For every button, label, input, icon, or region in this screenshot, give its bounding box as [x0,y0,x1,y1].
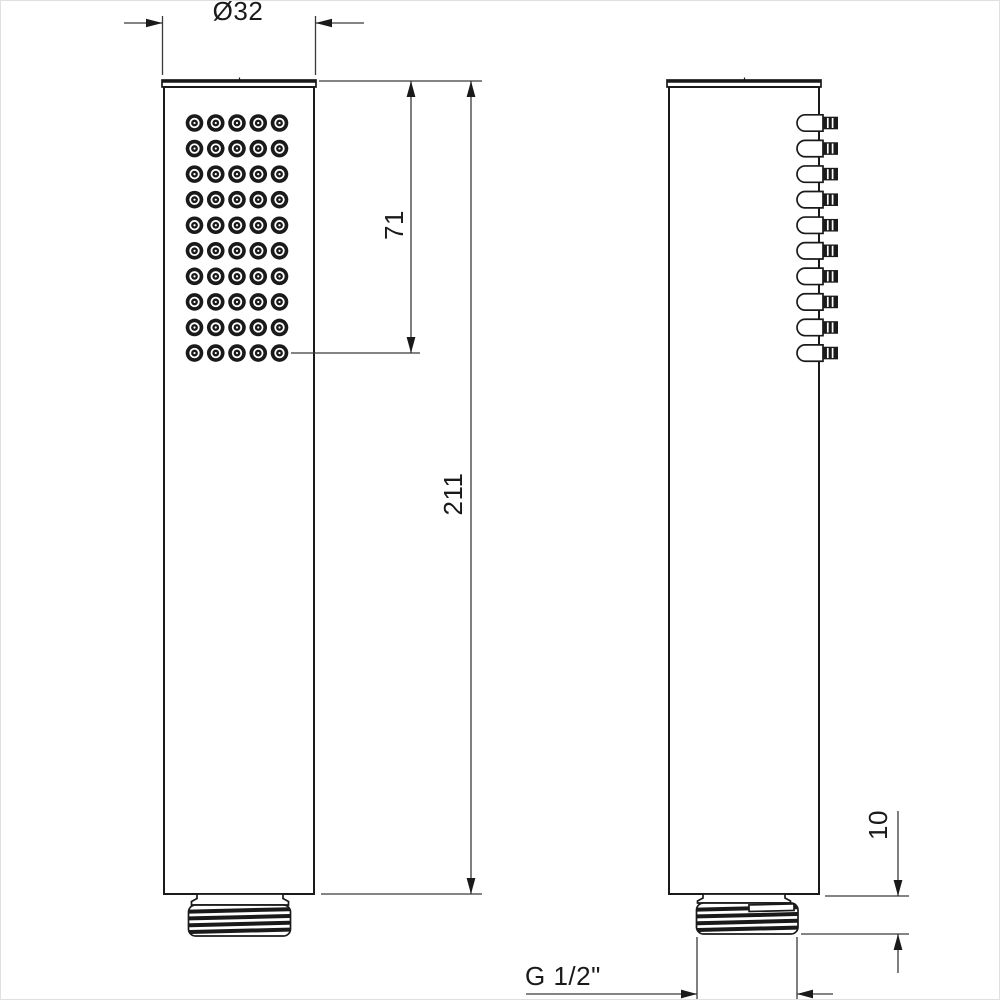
nozzle-dot [249,191,267,209]
nozzle-dot [228,319,246,337]
nozzle-dot [271,293,289,311]
nozzle-dot [249,319,267,337]
nozzle-dot [249,242,267,260]
nozzle-side-profile [797,115,838,131]
diameter-label: Ø32 [212,1,264,26]
arrowhead [894,880,903,896]
nozzle-dot [207,344,225,362]
nozzle-dot [207,165,225,183]
nozzle-dot [271,114,289,132]
nozzle-dot [186,165,204,183]
dimension-diameter [124,1,364,75]
thread-start-flat [749,904,794,912]
nozzle-dot [249,140,267,158]
arrowhead [407,337,416,353]
nozzle-dot [186,344,204,362]
arrowhead [681,990,697,999]
nozzle-side-profile [797,166,838,182]
arrowhead [467,878,476,894]
nozzle-dot [228,114,246,132]
arrowhead [894,934,903,950]
nozzle-dot [228,216,246,234]
side-view [667,78,838,935]
nozzle-dot [186,191,204,209]
face-length-label: 71 [379,210,409,240]
nozzle-dot [228,242,246,260]
arrowhead [316,19,333,27]
nozzle-dot [186,216,204,234]
nozzle-dot [271,319,289,337]
nozzle-dot [271,216,289,234]
nozzle-dot [228,140,246,158]
nozzle-dot [228,191,246,209]
nozzle-dot [207,216,225,234]
nozzle-dot [186,140,204,158]
nozzle-dot [207,319,225,337]
nozzle-side-profile [797,191,838,207]
nozzle-dot [186,319,204,337]
nozzle-dot [249,268,267,286]
nozzle-dot [186,242,204,260]
dimension-total-length [321,81,482,894]
arrowhead [146,19,163,27]
connector-collar [192,894,289,905]
nozzle-dot [249,216,267,234]
nozzle-dot [271,268,289,286]
nozzle-dot [207,242,225,260]
nozzle-dot [249,114,267,132]
nozzle-side-profile [797,217,838,233]
nozzle-dot [207,140,225,158]
nozzle-dot [207,268,225,286]
handle-body [669,87,819,894]
drawing-svg [1,1,1000,1000]
nozzle-dot [249,165,267,183]
nozzle-dot [271,165,289,183]
thread-spec-label: G 1/2" [525,961,601,991]
nozzle-side-profile [797,319,838,335]
nozzle-dot [271,140,289,158]
nozzle-dot [186,114,204,132]
nozzle-dot [271,242,289,260]
nozzle-dot [228,165,246,183]
dimension-face-length [291,81,482,353]
nozzle-side-profile [797,294,838,310]
nozzle-side-profile [797,268,838,284]
nozzle-dot [249,293,267,311]
nozzle-side-profile [797,140,838,156]
nozzle-side-profile [797,345,838,361]
front-view [162,78,316,937]
nozzle-dot [207,114,225,132]
nozzle-dot [186,293,204,311]
nozzle-dot [186,268,204,286]
nozzle-side-profile [797,243,838,259]
nozzle-dot [207,293,225,311]
nozzle-dot [207,191,225,209]
dimension-thread-spec [525,937,833,1000]
nozzle-dot [228,293,246,311]
arrowhead [467,81,476,97]
total-length-label: 211 [438,472,468,516]
nozzle-dot [271,191,289,209]
nozzle-dot [271,344,289,362]
nozzle-dot [228,268,246,286]
connector-collar [698,894,791,903]
nozzle-dot [249,344,267,362]
arrowhead [797,990,813,999]
arrowhead [407,81,416,97]
thread-length-label: 10 [863,810,893,840]
nozzle-dot [228,344,246,362]
